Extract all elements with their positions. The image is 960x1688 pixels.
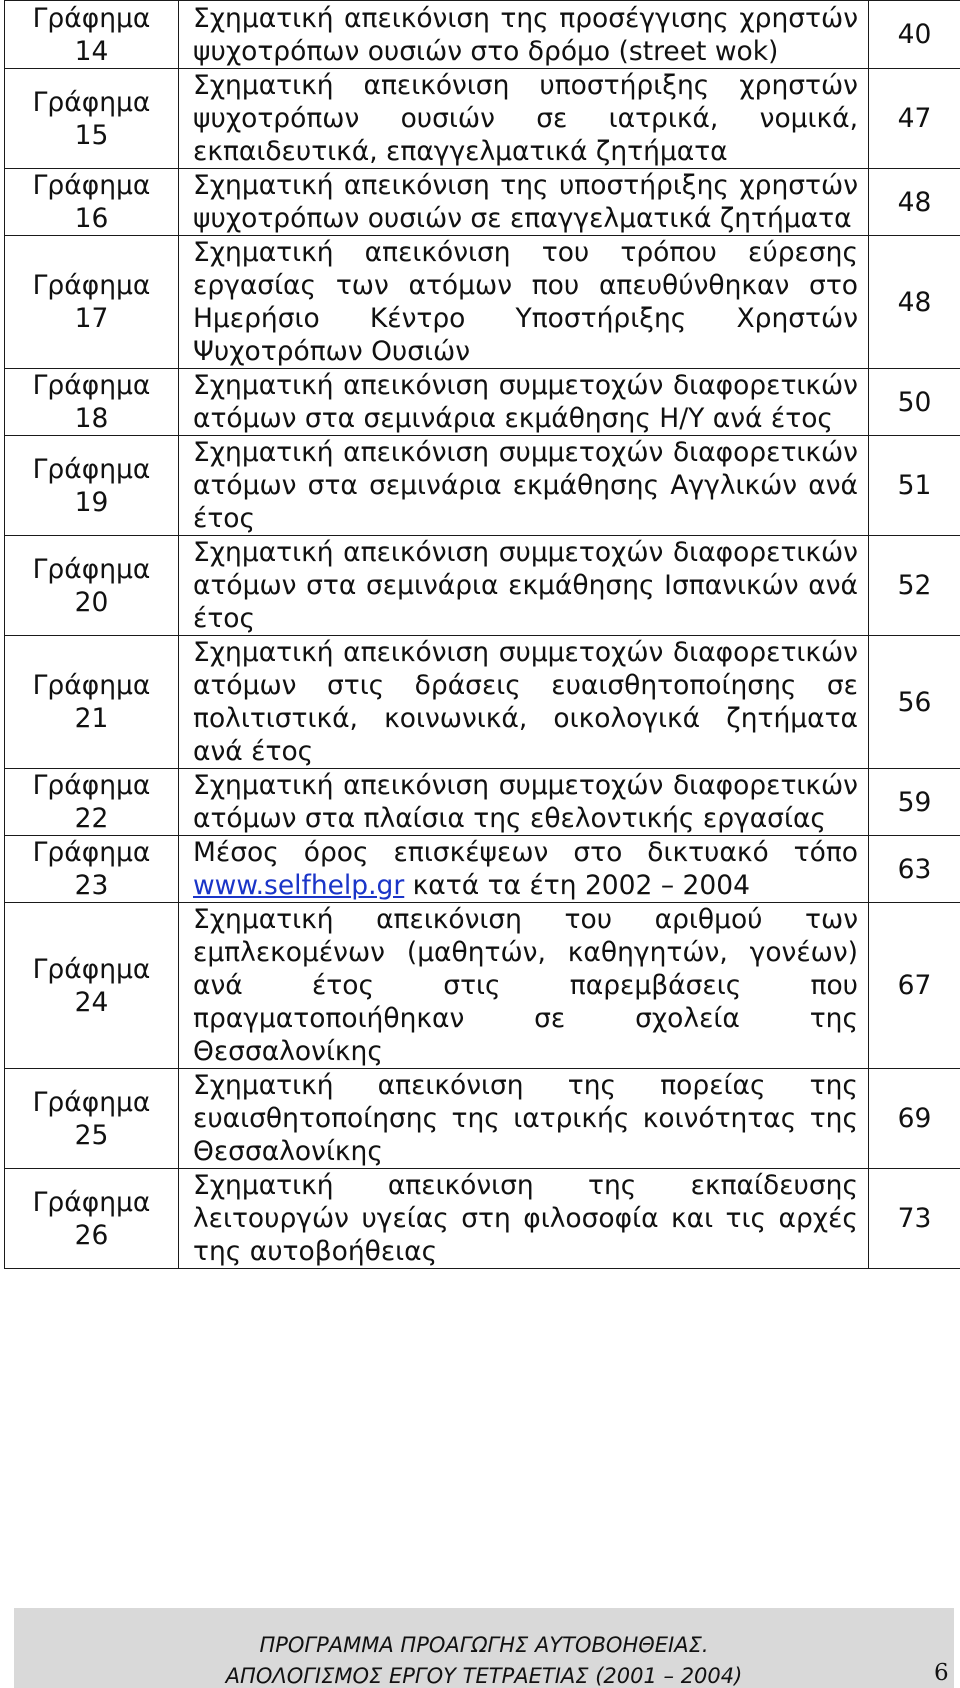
website-link[interactable]: www.selfhelp.gr [193, 870, 405, 901]
figure-description: Σχηματική απεικόνιση του τρόπου εύρεσης εργασίας των ατόμων που απευθύνθηκαν στο Ημερήσιο Κέντρο Υποστήριξης Χρηστών Ψυχοτρόπων Ουσιών [179, 236, 869, 369]
table-row [5, 169, 960, 236]
figure-label: Γράφημα 26 [5, 1169, 179, 1269]
page-number-cell: 40 [869, 1, 960, 69]
page-number-cell: 56 [869, 636, 960, 769]
table-row [5, 369, 960, 436]
figures-index-table [4, 0, 960, 1269]
footer-report-title: ΑΠΟΛΟΓΙΣΜΟΣ ΕΡΓΟΥ ΤΕΤΡΑΕΤΙΑΣ (2001 – 2004) [225, 1664, 743, 1688]
table-row [5, 636, 960, 769]
page-number-cell: 59 [869, 769, 960, 836]
page-number-cell: 47 [869, 69, 960, 169]
figure-description: Σχηματική απεικόνιση υποστήριξης χρηστών ψυχοτρόπων ουσιών σε ιατρικά, νομικά, εκπαιδευτικά, επαγγελματικά ζητήματα [179, 69, 869, 169]
figure-description: Σχηματική απεικόνιση συμμετοχών διαφορετικών ατόμων στα σεμινάρια εκμάθησης Αγγλικών ανά έτος [179, 436, 869, 536]
footer-program-title: ΠΡΟΓΡΑΜΜΑ ΠΡΟΑΓΩΓΗΣ ΑΥΤΟΒΟΗΘΕΙΑΣ. [259, 1633, 709, 1657]
figure-label: Γράφημα 20 [5, 536, 179, 636]
figure-description: Σχηματική απεικόνιση συμμετοχών διαφορετικών ατόμων στα σεμινάρια εκμάθησης Ισπανικών ανά έτος [179, 536, 869, 636]
table-row [5, 436, 960, 536]
figure-description: Σχηματική απεικόνιση της προσέγγισης χρηστών ψυχοτρόπων ουσιών στο δρόμο (street wok) [179, 1, 869, 69]
figure-description: Σχηματική απεικόνιση της πορείας της ευαισθητοποίησης της ιατρικής κοινότητας της Θεσσαλονίκης [179, 1069, 869, 1169]
table-row [5, 536, 960, 636]
table-row [5, 1069, 960, 1169]
page-number-cell: 50 [869, 369, 960, 436]
figure-description: Σχηματική απεικόνιση συμμετοχών διαφορετικών ατόμων στις δράσεις ευαισθητοποίησης σε πολιτιστικά, κοινωνικά, οικολογικά ζητήματα ανά έτος [179, 636, 869, 769]
figure-label: Γράφημα 17 [5, 236, 179, 369]
figure-label: Γράφημα 19 [5, 436, 179, 536]
figure-description: Σχηματική απεικόνιση της εκπαίδευσης λειτουργών υγείας στη φιλοσοφία και τις αρχές της αυτοβοήθειας [179, 1169, 869, 1269]
figure-description: Σχηματική απεικόνιση συμμετοχών διαφορετικών ατόμων στα σεμινάρια εκμάθησης Η/Υ ανά έτος [179, 369, 869, 436]
table-row [5, 69, 960, 169]
page-number-cell: 48 [869, 169, 960, 236]
figure-label: Γράφημα 14 [5, 1, 179, 69]
figure-description: Σχηματική απεικόνιση του αριθμού των εμπλεκομένων (μαθητών, καθηγητών, γονέων) ανά έτος στις παρεμβάσεις που πραγματοποιήθηκαν σε σχολεία της Θεσσαλονίκης [179, 903, 869, 1069]
figure-description: Μέσος όρος επισκέψεων στο δικτυακό τόπο www.selfhelp.gr κατά τα έτη 2002 – 2004 [179, 836, 869, 903]
table-row [5, 903, 960, 1069]
figure-label: Γράφημα 23 [5, 836, 179, 903]
table-row [5, 1169, 960, 1269]
figure-label: Γράφημα 25 [5, 1069, 179, 1169]
figure-label: Γράφημα 15 [5, 69, 179, 169]
page-number-cell: 48 [869, 236, 960, 369]
figure-label: Γράφημα 24 [5, 903, 179, 1069]
page-number-cell: 51 [869, 436, 960, 536]
figure-label: Γράφημα 16 [5, 169, 179, 236]
page-number-cell: 73 [869, 1169, 960, 1269]
page-number-cell: 69 [869, 1069, 960, 1169]
table-row [5, 836, 960, 903]
page-number-cell: 63 [869, 836, 960, 903]
page-number-cell: 67 [869, 903, 960, 1069]
table-row [5, 236, 960, 369]
figure-description: Σχηματική απεικόνιση της υποστήριξης χρηστών ψυχοτρόπων ουσιών σε επαγγελματικά ζητήματα [179, 169, 869, 236]
figure-label: Γράφημα 21 [5, 636, 179, 769]
table-row [5, 1, 960, 69]
figure-label: Γράφημα 18 [5, 369, 179, 436]
table-row [5, 769, 960, 836]
page-number: 6 [934, 1660, 949, 1686]
figure-label: Γράφημα 22 [5, 769, 179, 836]
page-number-cell: 52 [869, 536, 960, 636]
figure-description: Σχηματική απεικόνιση συμμετοχών διαφορετικών ατόμων στα πλαίσια της εθελοντικής εργασίας [179, 769, 869, 836]
